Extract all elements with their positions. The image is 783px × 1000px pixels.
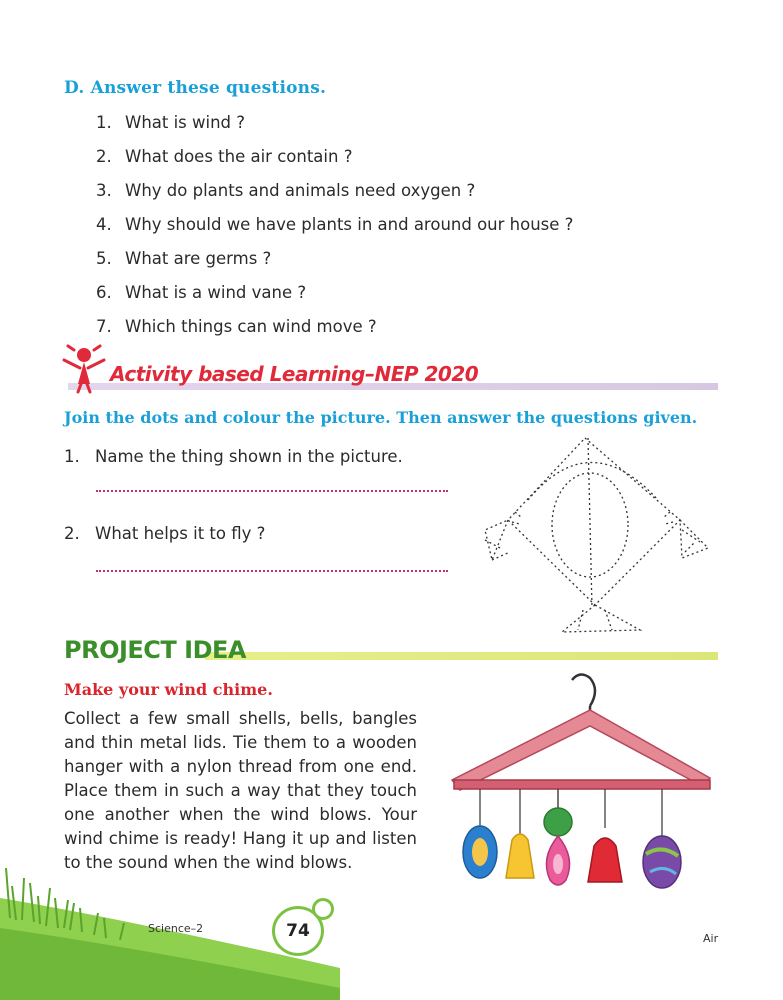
question-number: 6. <box>96 283 112 302</box>
question-text: What is a wind vane ? <box>125 283 307 302</box>
answer-line-1[interactable] <box>96 490 448 492</box>
answer-line-2[interactable] <box>96 570 448 572</box>
project-band <box>205 652 718 660</box>
activity-instruction: Join the dots and colour the picture. Then answer the questions given. <box>64 408 698 427</box>
question-number: 1. <box>64 447 80 466</box>
question-text: What does the air contain ? <box>125 147 353 166</box>
list-item <box>96 214 696 248</box>
question-number: 4. <box>96 215 112 234</box>
page-bubble-decoration <box>312 898 334 920</box>
question-text: What helps it to fly ? <box>95 524 266 543</box>
footer-subject: Science–2 <box>148 922 204 935</box>
list-item <box>96 248 696 282</box>
project-body: Collect a few small shells, bells, bangles and thin metal lids. Tie them to a wooden hanger with a nylon thread from one end. Place them in such a way that they touch one another when the wind blows. Your wind chime is ready! Hang it up and listen to the sound when the wind blows. <box>64 709 417 872</box>
wind-chime-picture <box>440 668 720 898</box>
question-text: Why should we have plants in and around our house ? <box>125 215 574 234</box>
footer-chapter: Air <box>703 932 719 945</box>
list-item <box>96 180 696 214</box>
question-list <box>96 112 696 350</box>
list-item <box>96 112 696 146</box>
list-item <box>96 146 696 180</box>
question-number: 1. <box>96 113 112 132</box>
activity-question-1 <box>64 447 403 466</box>
question-number: 2. <box>64 524 80 543</box>
project-title: PROJECT IDEA <box>64 636 246 664</box>
project-subtitle: Make your wind chime. <box>64 680 273 699</box>
question-number: 7. <box>96 317 112 336</box>
question-text: What are germs ? <box>125 249 272 268</box>
section-d-heading: D. Answer these questions. <box>64 78 327 98</box>
question-number: 2. <box>96 147 112 166</box>
activity-title: Activity based Learning–NEP 2020 <box>110 362 479 386</box>
activity-question-2 <box>64 524 265 543</box>
question-number: 3. <box>96 181 112 200</box>
child-mascot-icon <box>58 344 110 394</box>
page-number: 74 <box>272 906 324 956</box>
question-text: Why do plants and animals need oxygen ? <box>125 181 476 200</box>
question-text: What is wind ? <box>125 113 246 132</box>
dotted-kite-picture <box>470 430 720 640</box>
list-item <box>96 282 696 316</box>
list-item <box>96 316 696 350</box>
question-number: 5. <box>96 249 112 268</box>
question-text: Name the thing shown in the picture. <box>95 447 403 466</box>
question-text: Which things can wind move ? <box>125 317 377 336</box>
